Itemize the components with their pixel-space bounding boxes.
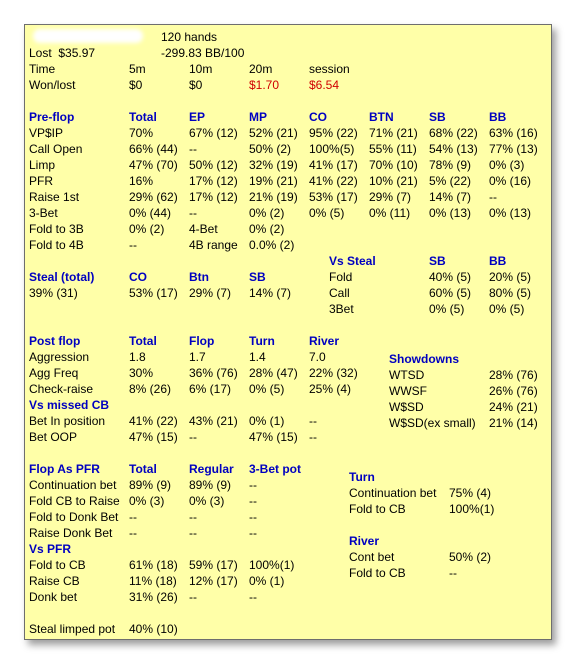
- preflop-col-header: Total: [129, 110, 157, 124]
- vs-steal-cell: 0% (5): [489, 302, 525, 316]
- vs-pfr-cell: 12% (17): [189, 574, 238, 588]
- preflop-cell: 4B range: [189, 238, 238, 252]
- col-20m: 20m: [249, 62, 273, 76]
- preflop-cell: 4-Bet: [189, 222, 218, 236]
- time-label: Time: [29, 62, 56, 76]
- won-5m: $0: [129, 78, 143, 92]
- preflop-cell: 77% (13): [489, 142, 538, 156]
- flop-pfr-cell: --: [249, 526, 257, 540]
- vs-pfr-row-label: Raise CB: [29, 574, 80, 588]
- preflop-cell: 70%: [129, 126, 154, 140]
- col-5m: 5m: [129, 62, 146, 76]
- vs-steal-row-label: 3Bet: [329, 302, 354, 316]
- preflop-cell: 21% (19): [249, 190, 298, 204]
- vs-steal-col-header: BB: [489, 254, 507, 268]
- flop-pfr-cell: --: [249, 478, 257, 492]
- flop-pfr-cell: --: [249, 494, 257, 508]
- flop-pfr-col-header: Total: [129, 462, 157, 476]
- flop-pfr-cell: --: [189, 510, 197, 524]
- flop-pfr-row-label: Continuation bet: [29, 478, 117, 492]
- preflop-cell: --: [489, 190, 497, 204]
- steal-cell: 53% (17): [129, 286, 178, 300]
- preflop-cell: 0% (2): [129, 222, 165, 236]
- postflop-col-header: River: [309, 334, 340, 348]
- river-header: River: [349, 534, 380, 548]
- preflop-row-label: PFR: [29, 174, 53, 188]
- preflop-cell: 53% (17): [309, 190, 358, 204]
- preflop-cell: 55% (11): [369, 142, 417, 156]
- preflop-cell: 41% (22): [309, 174, 358, 188]
- river-cell: 50% (2): [449, 550, 492, 564]
- flop-pfr-cell: 0% (3): [189, 494, 225, 508]
- postflop-col-header: Post flop: [29, 334, 81, 348]
- preflop-cell: 78% (9): [429, 158, 472, 172]
- postflop-row-label: Check-raise: [29, 382, 94, 396]
- preflop-cell: 70% (10): [369, 158, 418, 172]
- missed-cb-cell: --: [309, 414, 317, 428]
- vs-steal-cell: 60% (5): [429, 286, 472, 300]
- river-row-label: Cont bet: [349, 550, 395, 564]
- steal-cell: 14% (7): [249, 286, 292, 300]
- preflop-cell: 50% (2): [249, 142, 292, 156]
- preflop-col-header: MP: [249, 110, 267, 124]
- flop-pfr-cell: --: [129, 510, 137, 524]
- preflop-cell: 54% (13): [429, 142, 478, 156]
- preflop-cell: --: [189, 206, 197, 220]
- turn-row-label: Fold to CB: [349, 502, 406, 516]
- showdowns-cell: 26% (76): [489, 384, 538, 398]
- showdowns-row-label: WWSF: [389, 384, 427, 398]
- preflop-cell: 19% (21): [249, 174, 298, 188]
- vs-pfr-cell: 61% (18): [129, 558, 178, 572]
- postflop-col-header: Total: [129, 334, 157, 348]
- vs-pfr-cell: 100%(1): [249, 558, 295, 572]
- steal-col-header: Steal (total): [29, 270, 95, 284]
- preflop-cell: 32% (19): [249, 158, 298, 172]
- won-lost-label: Won/lost: [29, 78, 76, 92]
- vs-steal-col-header: SB: [429, 254, 446, 268]
- postflop-cell: 0% (5): [249, 382, 285, 396]
- preflop-col-header: EP: [189, 110, 206, 124]
- river-cell: --: [449, 566, 457, 580]
- preflop-cell: 29% (7): [369, 190, 412, 204]
- preflop-row-label: VP$IP: [29, 126, 64, 140]
- missed-cb-cell: --: [189, 430, 197, 444]
- preflop-row-label: Fold to 4B: [29, 238, 84, 252]
- postflop-cell: 1.8: [129, 350, 146, 364]
- player-name-redacted: [33, 29, 143, 43]
- preflop-cell: 95% (22): [309, 126, 358, 140]
- vs-pfr-cell: --: [249, 590, 257, 604]
- showdowns-cell: 21% (14): [489, 416, 538, 430]
- vs-steal-cell: 20% (5): [489, 270, 532, 284]
- showdowns-row-label: WTSD: [389, 368, 425, 382]
- preflop-cell: 47% (70): [129, 158, 178, 172]
- preflop-cell: 67% (12): [189, 126, 238, 140]
- postflop-col-header: Turn: [249, 334, 275, 348]
- flop-pfr-col-header: Flop As PFR: [29, 462, 100, 476]
- hands-count: 120 hands: [161, 30, 218, 44]
- preflop-cell: 0% (13): [429, 206, 472, 220]
- preflop-col-header: Pre-flop: [29, 110, 75, 124]
- flop-pfr-cell: 89% (9): [189, 478, 232, 492]
- preflop-cell: 100%(5): [309, 142, 355, 156]
- preflop-cell: 0% (2): [249, 222, 285, 236]
- missed-cb-header: Vs missed CB: [29, 398, 110, 412]
- postflop-cell: 8% (26): [129, 382, 172, 396]
- missed-cb-cell: 47% (15): [249, 430, 298, 444]
- vs-pfr-row-label: Fold to CB: [29, 558, 86, 572]
- vs-steal-cell: 40% (5): [429, 270, 472, 284]
- preflop-col-header: BB: [489, 110, 507, 124]
- vs-pfr-cell: 31% (26): [129, 590, 178, 604]
- vs-pfr-cell: --: [189, 590, 197, 604]
- preflop-cell: 0% (13): [489, 206, 532, 220]
- preflop-cell: 41% (17): [309, 158, 358, 172]
- preflop-cell: 0% (44): [129, 206, 172, 220]
- turn-cell: 100%(1): [449, 502, 495, 516]
- preflop-cell: 0% (2): [249, 206, 285, 220]
- postflop-cell: 25% (4): [309, 382, 352, 396]
- vs-pfr-cell: 0% (1): [249, 574, 285, 588]
- postflop-cell: 7.0: [309, 350, 326, 364]
- turn-row-label: Continuation bet: [349, 486, 437, 500]
- flop-pfr-row-label: Fold to Donk Bet: [29, 510, 119, 524]
- preflop-cell: 0% (3): [489, 158, 525, 172]
- flop-pfr-col-header: 3-Bet pot: [249, 462, 301, 476]
- vs-steal-cell: 0% (5): [429, 302, 465, 316]
- showdowns-row-label: W$SD(ex small): [389, 416, 476, 430]
- showdowns-header: Showdowns: [389, 352, 459, 366]
- turn-header: Turn: [349, 470, 375, 484]
- preflop-cell: 0% (5): [309, 206, 345, 220]
- missed-cb-cell: 47% (15): [129, 430, 178, 444]
- preflop-cell: 0.0% (2): [249, 238, 295, 252]
- vs-pfr-cell: 11% (18): [129, 574, 177, 588]
- vs-steal-row-label: Call: [329, 286, 350, 300]
- preflop-row-label: Call Open: [29, 142, 83, 156]
- col-session: session: [309, 62, 350, 76]
- vs-steal-col-header: Vs Steal: [329, 254, 376, 268]
- won-20m: $1.70: [249, 78, 280, 92]
- flop-pfr-row-label: Fold CB to Raise: [29, 494, 120, 508]
- steal-row-label: 39% (31): [29, 286, 78, 300]
- preflop-cell: 66% (44): [129, 142, 178, 156]
- missed-cb-row-label: Bet OOP: [29, 430, 78, 444]
- bb-rate: -299.83 BB/100: [161, 46, 245, 60]
- flop-pfr-cell: --: [129, 526, 137, 540]
- vs-pfr-header: Vs PFR: [29, 542, 72, 556]
- won-session: $6.54: [309, 78, 340, 92]
- preflop-cell: 16%: [129, 174, 154, 188]
- turn-cell: 75% (4): [449, 486, 492, 500]
- missed-cb-row-label: Bet In position: [29, 414, 106, 428]
- postflop-cell: 1.7: [189, 350, 206, 364]
- postflop-row-label: Aggression: [29, 350, 90, 364]
- postflop-cell: 6% (17): [189, 382, 232, 396]
- steal-limped-value: 40% (10): [129, 622, 178, 636]
- preflop-row-label: Limp: [29, 158, 56, 172]
- preflop-col-header: BTN: [369, 110, 394, 124]
- preflop-col-header: CO: [309, 110, 327, 124]
- postflop-cell: 1.4: [249, 350, 266, 364]
- missed-cb-cell: 43% (21): [189, 414, 238, 428]
- preflop-cell: 52% (21): [249, 126, 298, 140]
- missed-cb-cell: --: [309, 430, 317, 444]
- flop-pfr-col-header: Regular: [189, 462, 234, 476]
- preflop-cell: 14% (7): [429, 190, 472, 204]
- postflop-cell: 22% (32): [309, 366, 358, 380]
- showdowns-cell: 28% (76): [489, 368, 538, 382]
- preflop-cell: --: [129, 238, 137, 252]
- preflop-cell: 50% (12): [189, 158, 238, 172]
- flop-pfr-row-label: Raise Donk Bet: [29, 526, 113, 540]
- steal-limped-label: Steal limped pot: [29, 622, 116, 636]
- preflop-cell: 17% (12): [189, 174, 238, 188]
- steal-col-header: SB: [249, 270, 266, 284]
- preflop-cell: 0% (16): [489, 174, 532, 188]
- showdowns-cell: 24% (21): [489, 400, 538, 414]
- col-10m: 10m: [189, 62, 213, 76]
- preflop-row-label: Raise 1st: [29, 190, 80, 204]
- preflop-row-label: 3-Bet: [29, 206, 58, 220]
- won-10m: $0: [189, 78, 203, 92]
- missed-cb-cell: 41% (22): [129, 414, 178, 428]
- preflop-cell: --: [189, 142, 197, 156]
- postflop-cell: 30%: [129, 366, 154, 380]
- preflop-cell: 29% (62): [129, 190, 178, 204]
- preflop-cell: 17% (12): [189, 190, 238, 204]
- preflop-col-header: SB: [429, 110, 446, 124]
- preflop-cell: 71% (21): [369, 126, 418, 140]
- showdowns-row-label: W$SD: [389, 400, 424, 414]
- flop-pfr-cell: 0% (3): [129, 494, 165, 508]
- preflop-cell: 63% (16): [489, 126, 538, 140]
- postflop-col-header: Flop: [189, 334, 215, 348]
- vs-steal-row-label: Fold: [329, 270, 353, 284]
- preflop-cell: 5% (22): [429, 174, 472, 188]
- steal-col-header: Btn: [189, 270, 209, 284]
- postflop-cell: 36% (76): [189, 366, 238, 380]
- vs-steal-cell: 80% (5): [489, 286, 532, 300]
- postflop-cell: 28% (47): [249, 366, 298, 380]
- steal-col-header: CO: [129, 270, 147, 284]
- preflop-cell: 0% (11): [369, 206, 411, 220]
- vs-pfr-row-label: Donk bet: [29, 590, 78, 604]
- missed-cb-cell: 0% (1): [249, 414, 285, 428]
- preflop-cell: 10% (21): [369, 174, 418, 188]
- preflop-cell: 68% (22): [429, 126, 478, 140]
- hud-stats-panel: [24, 24, 552, 640]
- vs-pfr-cell: 59% (17): [189, 558, 238, 572]
- postflop-row-label: Agg Freq: [29, 366, 79, 380]
- lost-amount: Lost $35.97: [29, 46, 96, 60]
- preflop-row-label: Fold to 3B: [29, 222, 84, 236]
- flop-pfr-cell: --: [249, 510, 257, 524]
- flop-pfr-cell: --: [189, 526, 197, 540]
- river-row-label: Fold to CB: [349, 566, 406, 580]
- steal-cell: 29% (7): [189, 286, 232, 300]
- flop-pfr-cell: 89% (9): [129, 478, 172, 492]
